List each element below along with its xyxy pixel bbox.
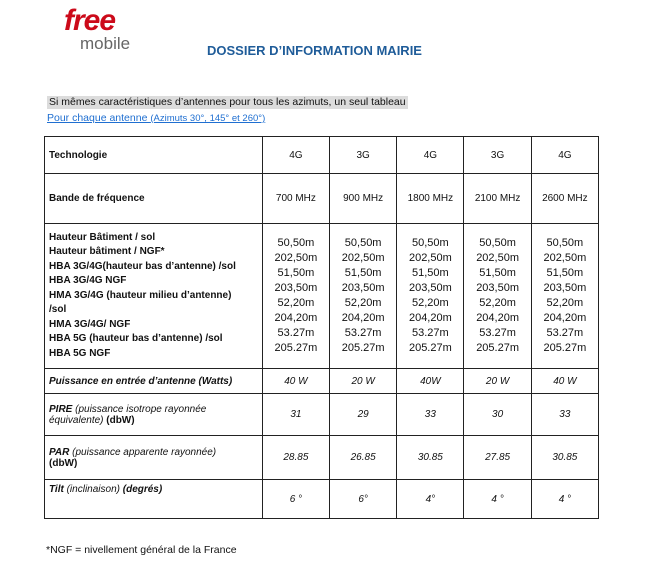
height-value: 50,50m xyxy=(546,237,584,249)
height-value: 205.27m xyxy=(543,342,587,354)
heights-col-5 xyxy=(531,224,598,369)
cell-power-5: 40 W xyxy=(531,369,598,394)
label-par-c: (dbW) xyxy=(49,457,78,469)
cell-power-3: 40W xyxy=(397,369,464,394)
height-value: 52,20m xyxy=(277,297,315,309)
cell-tech-5: 4G xyxy=(531,137,598,174)
label-puissance xyxy=(45,369,263,394)
logo-free-text: free xyxy=(64,4,116,37)
height-value: 53.27m xyxy=(546,327,584,339)
cell-band-5: 2600 MHz xyxy=(531,174,598,224)
height-label-5: HMA 3G/4G (hauteur milieu d’antenne) xyxy=(49,289,232,301)
cell-par-3: 30.85 xyxy=(397,436,464,480)
height-value: 50,50m xyxy=(277,237,315,249)
label-pire xyxy=(45,394,263,436)
height-value: 53.27m xyxy=(412,327,449,339)
height-value: 51,50m xyxy=(412,267,449,279)
height-value: 50,50m xyxy=(479,237,516,249)
height-label-7: HMA 3G/4G/ NGF xyxy=(49,318,131,330)
height-value: 204,20m xyxy=(408,312,452,324)
height-label-6: /sol xyxy=(49,304,67,316)
height-value: 202,50m xyxy=(274,252,318,264)
label-tilt-a: Tilt xyxy=(49,484,64,495)
cell-power-1: 40 W xyxy=(262,369,329,394)
cell-pire-3: 33 xyxy=(397,394,464,436)
antenna-specs-table xyxy=(44,136,599,519)
row-tilt xyxy=(45,480,599,519)
label-pire-b: (puissance isotrope rayonnée xyxy=(72,403,207,415)
page-title: DOSSIER D’INFORMATION MAIRIE xyxy=(207,43,422,58)
cell-tech-3: 4G xyxy=(397,137,464,174)
heights-col-1 xyxy=(262,224,329,369)
label-bande: Bande de fréquence xyxy=(45,174,263,224)
cell-tilt-4: 4 ° xyxy=(464,480,531,519)
cell-tilt-5: 4 ° xyxy=(531,480,598,519)
height-label-4: HBA 3G/4G NGF xyxy=(49,275,127,287)
height-label-3: HBA 3G/4G(hauteur bas d’antenne) /sol xyxy=(49,260,236,272)
cell-tilt-1: 6 ° xyxy=(262,480,329,519)
cell-power-4: 20 W xyxy=(464,369,531,394)
row-puissance xyxy=(45,369,599,394)
height-label-2: Hauteur bâtiment / NGF* xyxy=(49,246,165,258)
height-value: 52,20m xyxy=(546,297,584,309)
heights-col-2 xyxy=(330,224,397,369)
cell-band-3: 1800 MHz xyxy=(397,174,464,224)
cell-tech-2: 3G xyxy=(330,137,397,174)
height-value: 204,20m xyxy=(274,312,318,324)
height-value: 51,50m xyxy=(479,267,516,279)
height-value: 51,50m xyxy=(277,267,315,279)
row-par xyxy=(45,436,599,480)
cell-band-4: 2100 MHz xyxy=(464,174,531,224)
label-tilt xyxy=(45,480,263,519)
height-value: 52,20m xyxy=(412,297,449,309)
height-value: 205.27m xyxy=(476,342,519,354)
subtitle-main: Pour chaque antenne xyxy=(47,112,151,124)
height-value: 50,50m xyxy=(344,237,382,249)
height-value: 204,20m xyxy=(341,312,385,324)
cell-tech-1: 4G xyxy=(262,137,329,174)
height-value: 203,50m xyxy=(274,282,318,294)
height-label-1: Hauteur Bâtiment / sol xyxy=(49,231,156,243)
height-value: 204,20m xyxy=(476,312,519,324)
logo-mobile-text: mobile xyxy=(80,34,131,53)
height-value: 53.27m xyxy=(479,327,516,339)
label-pire-d: (dbW) xyxy=(103,414,135,426)
height-value: 52,20m xyxy=(344,297,382,309)
row-bande-frequence xyxy=(45,174,599,224)
row-pire xyxy=(45,394,599,436)
cell-pire-4: 30 xyxy=(464,394,531,436)
height-label-8: HBA 5G (hauteur bas d’antenne) /sol xyxy=(49,333,223,345)
subtitle-azimuts: (Azimuts 30°, 145° et 260°) xyxy=(150,113,266,124)
height-value: 51,50m xyxy=(546,267,584,279)
height-value: 204,20m xyxy=(543,312,587,324)
label-technologie: Technologie xyxy=(45,137,263,174)
cell-tilt-2: 6° xyxy=(330,480,397,519)
cell-power-2: 20 W xyxy=(330,369,397,394)
height-value: 52,20m xyxy=(479,297,516,309)
label-puissance-text: Puissance en entrée d’antenne (Watts) xyxy=(49,375,233,387)
cell-band-2: 900 MHz xyxy=(330,174,397,224)
cell-band-1: 700 MHz xyxy=(262,174,329,224)
label-par-a: PAR xyxy=(49,446,70,458)
height-value: 53.27m xyxy=(344,327,382,339)
label-pire-a: PIRE xyxy=(49,403,73,415)
heights-col-4 xyxy=(464,224,531,369)
height-value: 202,50m xyxy=(341,252,385,264)
label-par-b: (puissance apparente rayonnée) xyxy=(69,446,217,458)
cell-pire-2: 29 xyxy=(330,394,397,436)
height-value: 51,50m xyxy=(344,267,382,279)
label-hauteurs xyxy=(45,224,263,369)
height-value: 203,50m xyxy=(476,282,519,294)
height-value: 202,50m xyxy=(543,252,587,264)
height-value: 205.27m xyxy=(341,342,385,354)
height-value: 205.27m xyxy=(274,342,318,354)
subtitle xyxy=(47,112,265,125)
cell-par-5: 30.85 xyxy=(531,436,598,480)
highlighted-note: Si mêmes caractéristiques d’antennes pour tous les azimuts, un seul tableau xyxy=(49,96,406,108)
height-value: 205.27m xyxy=(408,342,452,354)
row-technologie xyxy=(45,137,599,174)
footnote: *NGF = nivellement général de la France xyxy=(46,544,237,556)
row-hauteurs xyxy=(45,224,599,369)
height-value: 202,50m xyxy=(476,252,519,264)
label-par xyxy=(45,436,263,480)
height-value: 203,50m xyxy=(543,282,587,294)
cell-par-4: 27.85 xyxy=(464,436,531,480)
label-pire-c: équivalente) xyxy=(49,414,104,426)
height-value: 203,50m xyxy=(408,282,452,294)
cell-pire-5: 33 xyxy=(531,394,598,436)
free-mobile-logo xyxy=(62,4,162,54)
cell-pire-1: 31 xyxy=(262,394,329,436)
height-value: 53.27m xyxy=(277,327,315,339)
height-value: 50,50m xyxy=(412,237,449,249)
label-tilt-c: (degrés) xyxy=(122,484,163,495)
cell-par-2: 26.85 xyxy=(330,436,397,480)
cell-tech-4: 3G xyxy=(464,137,531,174)
height-value: 203,50m xyxy=(341,282,385,294)
height-label-9: HBA 5G NGF xyxy=(49,347,111,359)
height-value: 202,50m xyxy=(408,252,452,264)
label-tilt-b: (inclinaison) xyxy=(63,484,123,495)
cell-par-1: 28.85 xyxy=(262,436,329,480)
cell-tilt-3: 4° xyxy=(397,480,464,519)
heights-col-3 xyxy=(397,224,464,369)
